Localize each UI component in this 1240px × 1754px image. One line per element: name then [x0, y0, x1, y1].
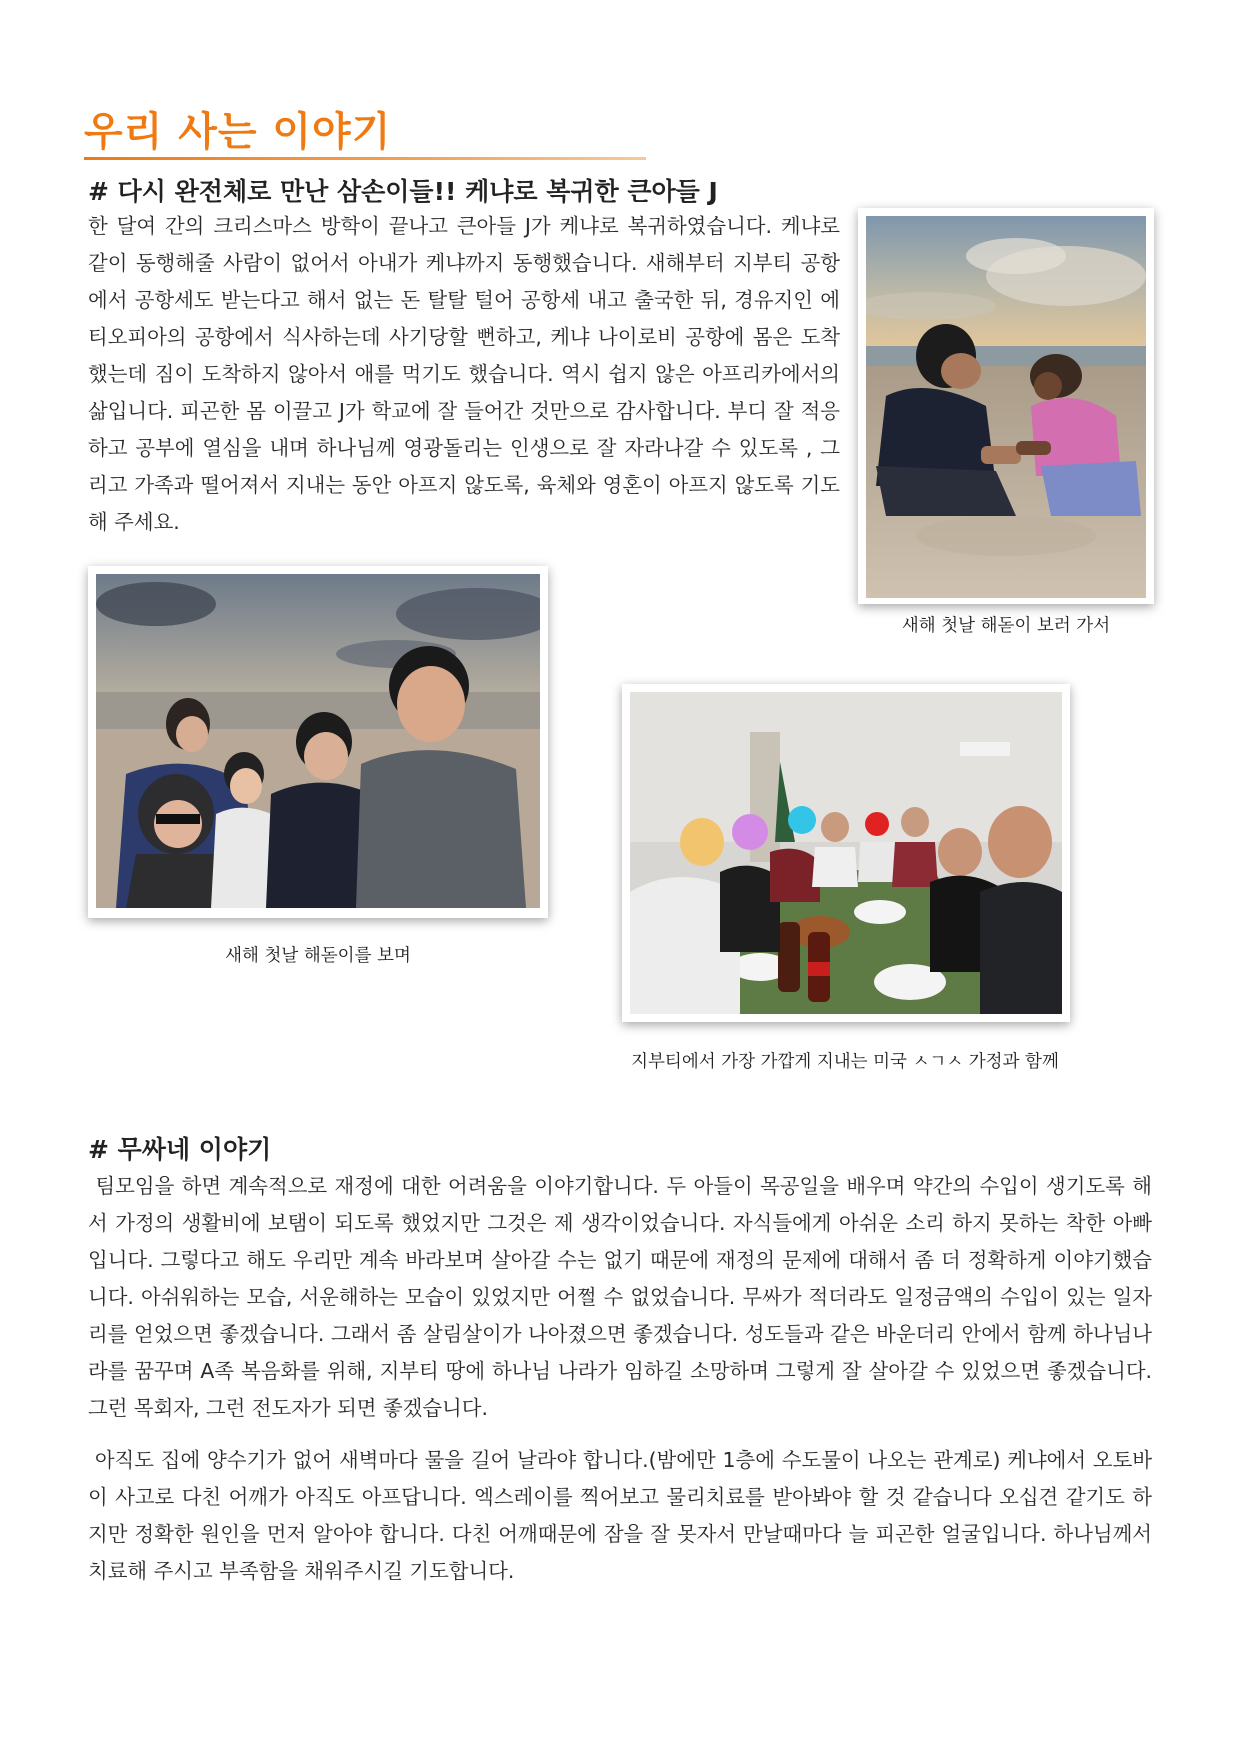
caption-beach-kids: 새해 첫날 해돋이 보러 가서 [901, 616, 1111, 636]
title-underline [84, 157, 646, 160]
section1-heading: # 다시 완전체로 만난 삼손이들!! 케냐로 복귀한 큰아들 J [88, 177, 718, 206]
dinner-image [630, 692, 1062, 1014]
photo-frame-family-sunrise [88, 566, 548, 918]
family-sunrise-image [96, 574, 540, 908]
photo-frame-dinner [622, 684, 1070, 1022]
caption-family-sunrise: 새해 첫날 해돋이를 보며 [225, 946, 411, 966]
page-title: 우리 사는 이야기 [84, 109, 392, 155]
section1-body: 한 달여 간의 크리스마스 방학이 끝나고 큰아들 J가 케냐로 복귀하였습니다. 케냐로 같이 동행해줄 사람이 없어서 아내가 케냐까지 동행했습니다. 새해부터 지부티 공항에서 공항세도 받는다고 해서 없는 돈 탈탈 털어 공항세 내고 출국한 뒤, 경유지인 에티오피아의 공항에서 식사하는데 사기당할 뻔하고, 케냐 나이로비 공항에 몸은 도착했는데 짐이 도착하지 않아서 애를 먹기도 했습니다. 역시 쉽지 않은 아프리카에서의 삶입니다. 피곤한 몸 이끌고 J가 학교에 잘 들어간 것만으로 감사합니다. 부디 잘 적응하고 공부에 열심을 내며 하나님께 영광돌리는 인생으로 잘 자라나갈 수 있도록 , 그리고 가족과 떨어져서 지내는 동안 아프지 않도록, 육체와 영혼이 아프지 않도록 기도해 주세요. [88, 214, 840, 534]
family-sunrise-photo [96, 574, 540, 908]
section2-body-1: 팀모임을 하면 계속적으로 재정에 대한 어려움을 이야기합니다. 두 아들이 목공일을 배우며 약간의 수입이 생기도록 해서 가정의 생활비에 보탬이 되도록 했었지만 그것은 제 생각이었습니다. 자식들에게 아쉬운 소리 하지 못하는 착한 아빠입니다. 그렇다고 해도 우리만 계속 바라보며 살아갈 수는 없기 때문에 재정의 문제에 대해서 좀 더 정확하게 이야기했습니다. 아쉬워하는 모습, 서운해하는 모습이 있었지만 어쩔 수 없었습니다. 무싸가 적더라도 일정금액의 수입이 있는 일자리를 얻었으면 좋겠습니다. 그래서 좀 살림살이가 나아졌으면 좋겠습니다. 성도들과 같은 바운더리 안에서 함께 하나님나라를 꿈꾸며 A족 복음화를 위해, 지부티 땅에 하나님 나라가 임하길 소망하며 그렇게 잘 살아갈 수 있었으면 좋겠습니다. 그런 목회자, 그런 전도자가 되면 좋겠습니다. [88, 1174, 1159, 1420]
dinner-photo [630, 692, 1062, 1014]
section2-body-2: 아직도 집에 양수기가 없어 새벽마다 물을 길어 날라야 합니다.(밤에만 1층에 수도물이 나오는 관계로) 케냐에서 오토바이 사고로 다친 어깨가 아직도 아프답니다. 엑스레이를 찍어보고 물리치료를 받아봐야 할 것 같습니다 오십견 같기도 하지만 정확한 원인을 먼저 알아야 합니다. 다친 어깨때문에 잠을 잘 못자서 만날때마다 늘 피곤한 얼굴입니다. 하나님께서 치료해 주시고 부족함을 채워주시길 기도합니다. [88, 1448, 1159, 1583]
beach-kids-image [866, 216, 1146, 598]
photo-frame-beach-kids [858, 208, 1154, 604]
beach-kids-photo [866, 216, 1146, 598]
caption-dinner: 지부티에서 가장 가깝게 지내는 미국 ㅅㄱㅅ 가정과 함께 [631, 1052, 1059, 1072]
section2-heading: # 무싸네 이야기 [88, 1135, 272, 1164]
